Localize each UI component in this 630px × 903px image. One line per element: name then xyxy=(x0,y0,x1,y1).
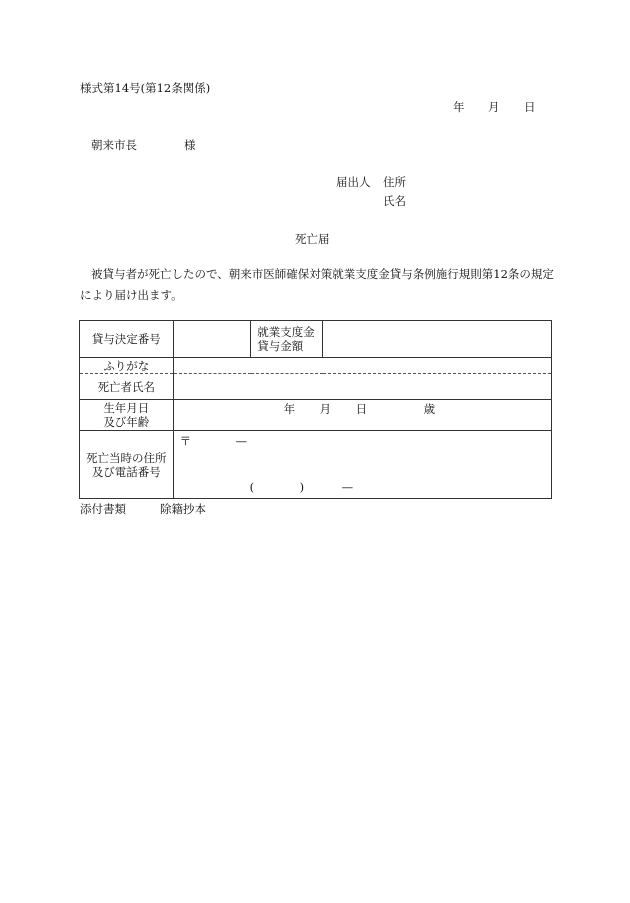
birth-label xyxy=(80,400,174,431)
loan-row xyxy=(80,321,552,358)
birth-field[interactable] xyxy=(173,400,551,431)
loan-number-label: 貸与決定番号 xyxy=(80,321,174,358)
birth-day-unit: 日 xyxy=(355,402,368,416)
form-number: 様式第14号(第12条関係) xyxy=(80,81,211,95)
phone-close-paren: ) xyxy=(299,480,305,494)
notifier-address-label: 住所 xyxy=(383,175,406,189)
deceased-name-row xyxy=(80,374,552,400)
birth-label-line1: 生年月日 xyxy=(103,401,150,415)
address-field[interactable] xyxy=(173,431,551,499)
furigana-field[interactable] xyxy=(173,358,551,374)
addressee-name: 朝来市長 xyxy=(91,138,137,152)
death-notice-table xyxy=(79,320,552,499)
document-title: 死亡届 xyxy=(295,232,330,246)
phone-open-paren: ( xyxy=(249,480,255,494)
notifier-name-label: 氏名 xyxy=(383,194,406,208)
loan-amount-label-line2: 貸与金額 xyxy=(257,339,304,353)
birth-row xyxy=(80,400,552,431)
date-day-label: 日 xyxy=(524,100,536,114)
attachment-label: 添付書類 xyxy=(80,502,126,516)
loan-amount-field[interactable] xyxy=(323,321,552,358)
addressee-honorific: 様 xyxy=(184,138,196,152)
attachment-value: 除籍抄本 xyxy=(160,502,206,516)
birth-month-unit: 月 xyxy=(319,402,332,416)
deceased-name-field[interactable] xyxy=(173,374,551,400)
address-row xyxy=(80,431,552,499)
loan-amount-label-line1: 就業支度金 xyxy=(257,325,315,339)
postal-mark: 〒 xyxy=(179,434,192,448)
postal-dash: — xyxy=(235,434,248,448)
address-label xyxy=(80,431,174,499)
furigana-label: ふりがな xyxy=(80,358,174,374)
address-label-line2: 及び電話番号 xyxy=(91,464,161,479)
loan-amount-label xyxy=(251,321,323,358)
date-year-label: 年 xyxy=(453,100,465,114)
loan-number-field[interactable] xyxy=(173,321,251,358)
date-month-label: 月 xyxy=(488,100,500,114)
birth-year-unit: 年 xyxy=(283,402,296,416)
notifier-label: 届出人 xyxy=(336,175,371,189)
address-label-line1: 死亡当時の住所 xyxy=(86,450,167,465)
deceased-name-label: 死亡者氏名 xyxy=(80,374,174,400)
furigana-row xyxy=(80,358,552,374)
age-unit: 歳 xyxy=(423,402,436,416)
body-text: 被貸与者が死亡したので、朝来市医師確保対策就業支度金貸与条例施行規則第12条の規定により届け出ます。 xyxy=(80,267,554,302)
phone-dash: — xyxy=(341,480,354,494)
birth-label-line2: 及び年齢 xyxy=(103,415,150,429)
